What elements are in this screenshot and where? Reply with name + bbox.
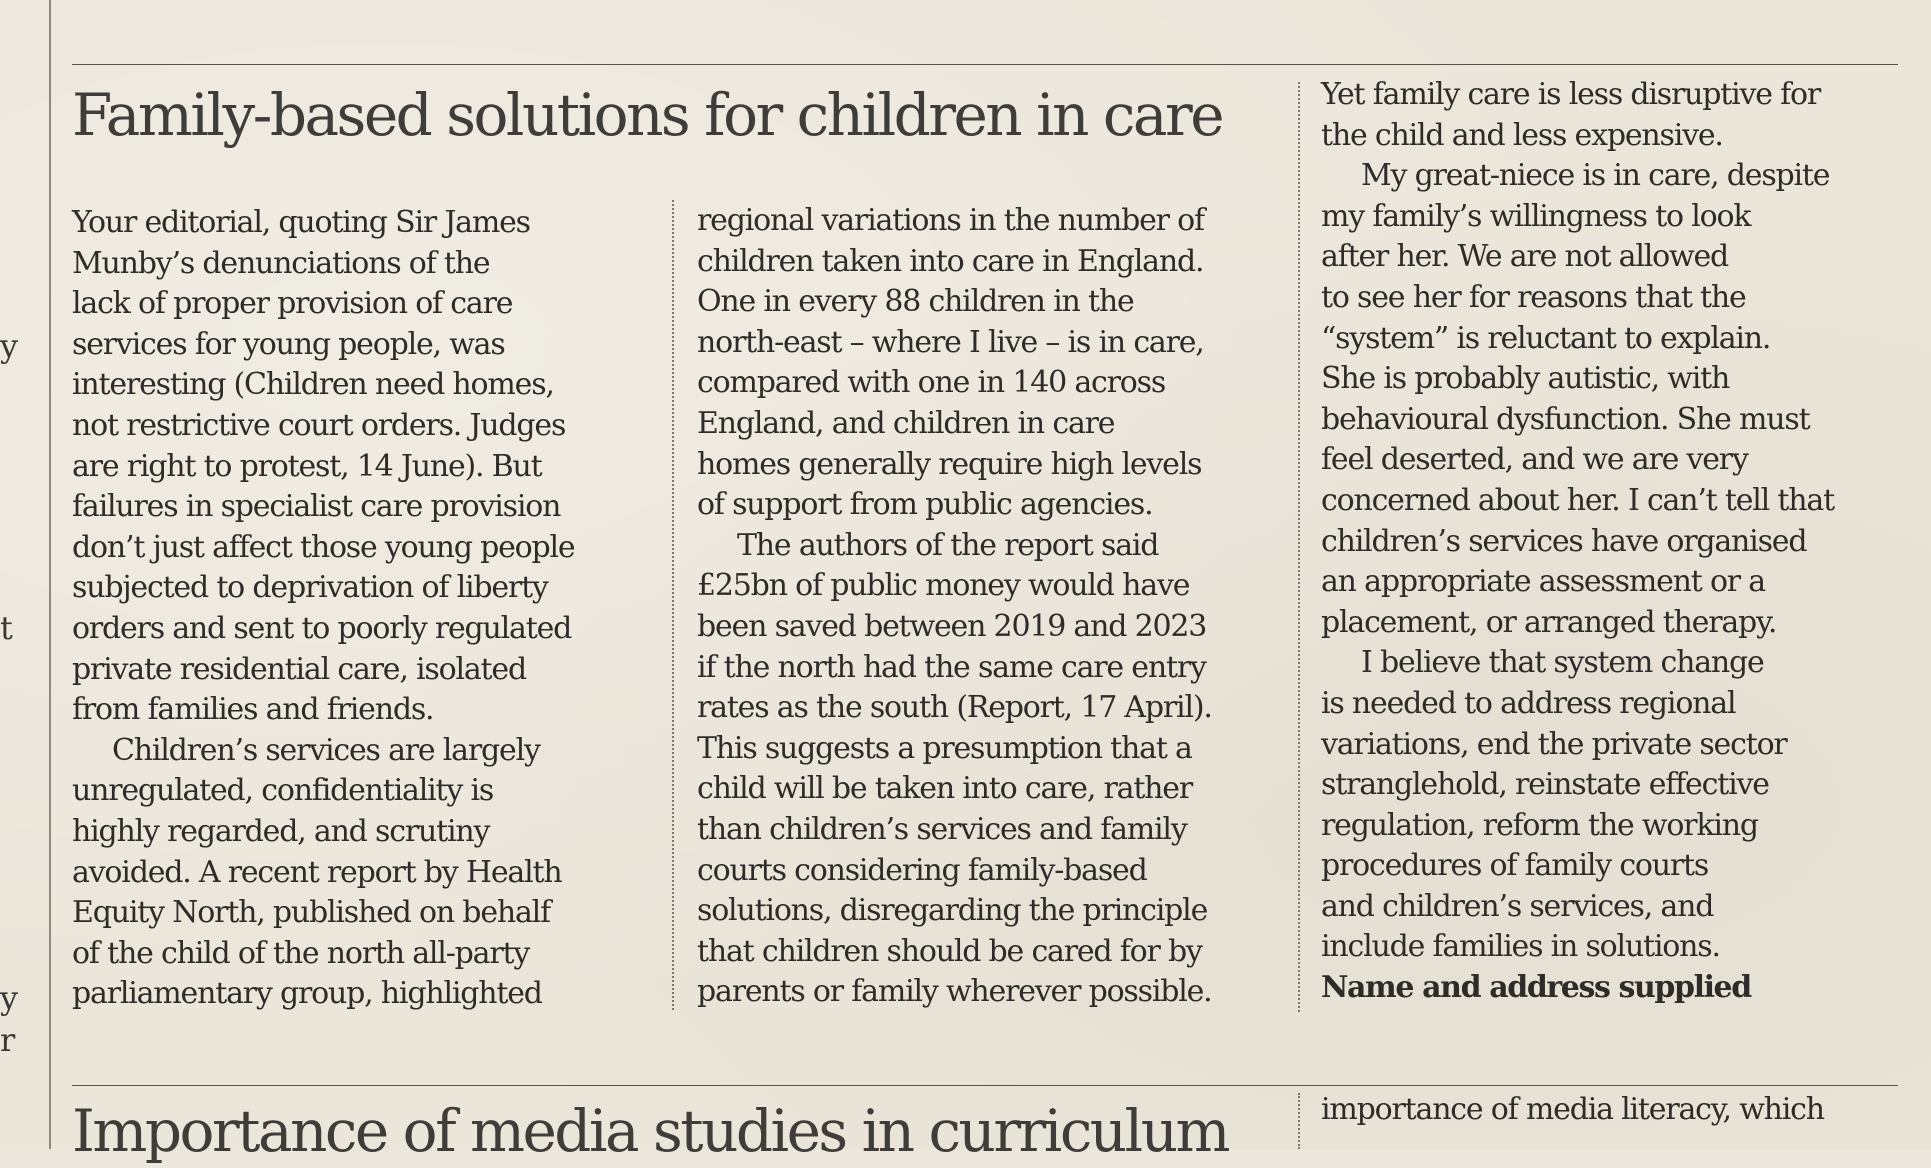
text-line: She is probably autistic, with: [1321, 361, 1730, 397]
text-line: compared with one in 140 across: [697, 365, 1166, 401]
text-line: from families and friends.: [72, 692, 434, 728]
article-column-1: [72, 203, 574, 1015]
text-line: of the child of the north all-party: [72, 935, 530, 971]
article-column-3: [1321, 75, 1834, 1009]
text-line: interesting (Children need homes,: [72, 367, 554, 403]
text-line: not restrictive court orders. Judges: [72, 407, 566, 443]
text-line: failures in specialist care provision: [72, 489, 561, 525]
text-line: England, and children in care: [697, 405, 1115, 441]
text-line: highly regarded, and scrutiny: [72, 813, 490, 849]
next-article-headline: Importance of media studies in curriculum: [72, 1097, 1229, 1165]
text-line: orders and sent to poorly regulated: [72, 610, 572, 646]
text-line: subjected to deprivation of liberty: [72, 570, 548, 606]
text-line: feel deserted, and we are very: [1321, 442, 1748, 478]
left-column-rule: [49, 0, 51, 1149]
text-line: procedures of family courts: [1321, 848, 1709, 884]
text-line: if the north had the same care entry: [697, 649, 1206, 685]
text-line: my family’s willingness to look: [1321, 198, 1751, 234]
text-line: variations, end the private sector: [1321, 726, 1787, 762]
next-article-column-3: [1321, 1090, 1824, 1131]
text-line: behavioural dysfunction. She must: [1321, 401, 1810, 437]
text-line: “system” is reluctant to explain.: [1321, 320, 1771, 356]
text-line: children’s services have organised: [1321, 523, 1807, 559]
text-line: regulation, reform the working: [1321, 807, 1758, 843]
column-separator: [1298, 82, 1300, 1012]
text-line: services for young people, was: [72, 326, 505, 362]
text-line: Equity North, published on behalf: [72, 895, 550, 931]
letter-signature: Name and address supplied: [1321, 970, 1751, 1006]
edge-fragment: r: [0, 1021, 16, 1059]
text-line: homes generally require high levels: [697, 446, 1202, 482]
column-separator: [1298, 1093, 1300, 1149]
text-line: are right to protest, 14 June). But: [72, 448, 542, 484]
text-line: £25bn of public money would have: [697, 568, 1190, 604]
text-line: been saved between 2019 and 2023: [697, 608, 1207, 644]
text-line: unregulated, confidentiality is: [72, 773, 494, 809]
text-line: to see her for reasons that the: [1321, 279, 1746, 315]
text-line: stranglehold, reinstate effective: [1321, 767, 1769, 803]
top-rule: [72, 64, 1898, 65]
text-line: avoided. A recent report by Health: [72, 854, 562, 890]
text-line: the child and less expensive.: [1321, 117, 1723, 153]
text-line: north-east – where I live – is in care,: [697, 324, 1204, 360]
text-line: children taken into care in England.: [697, 243, 1204, 279]
text-line: regional variations in the number of: [697, 203, 1204, 238]
text-line: than children’s services and family: [697, 811, 1187, 847]
text-line: This suggests a presumption that a: [697, 730, 1192, 766]
text-line: Yet family care is less disruptive for: [1321, 77, 1821, 112]
text-line: parliamentary group, highlighted: [72, 976, 542, 1012]
edge-fragment: t: [0, 609, 13, 647]
article-headline: Family-based solutions for children in care: [72, 81, 1223, 149]
text-line: private residential care, isolated: [72, 651, 526, 687]
text-line: courts considering family-based: [697, 852, 1147, 888]
text-line: rates as the south (Report, 17 April).: [697, 690, 1212, 726]
text-line: Children’s services are largely: [112, 732, 540, 768]
edge-fragment: y: [0, 979, 19, 1017]
column-separator: [672, 200, 674, 1010]
text-line: don’t just affect those young people: [72, 529, 575, 565]
text-line: that children should be cared for by: [697, 933, 1202, 969]
text-line: I believe that system change: [1361, 645, 1764, 681]
text-line: and children’s services, and: [1321, 888, 1714, 924]
text-line: placement, or arranged therapy.: [1321, 604, 1777, 640]
text-line: parents or family wherever possible.: [697, 974, 1212, 1010]
text-line: include families in solutions.: [1321, 929, 1720, 965]
text-line: lack of proper provision of care: [72, 286, 513, 322]
edge-fragment: y: [0, 327, 19, 365]
text-line: is needed to address regional: [1321, 685, 1736, 721]
text-line: after her. We are not allowed: [1321, 239, 1729, 275]
article-column-2: [697, 201, 1212, 1013]
text-line: solutions, disregarding the principle: [697, 893, 1208, 929]
text-line: The authors of the report said: [737, 527, 1159, 563]
text-line: One in every 88 children in the: [697, 284, 1134, 320]
text-line: importance of media literacy, which: [1321, 1092, 1824, 1127]
text-line: My great-niece is in care, despite: [1361, 158, 1830, 194]
text-line: Your editorial, quoting Sir James: [72, 205, 530, 240]
text-line: an appropriate assessment or a: [1321, 564, 1765, 600]
text-line: child will be taken into care, rather: [697, 771, 1192, 807]
text-line: Munby’s denunciations of the: [72, 245, 490, 281]
article-divider-rule: [72, 1085, 1898, 1086]
text-line: of support from public agencies.: [697, 487, 1153, 523]
text-line: concerned about her. I can’t tell that: [1321, 482, 1834, 518]
